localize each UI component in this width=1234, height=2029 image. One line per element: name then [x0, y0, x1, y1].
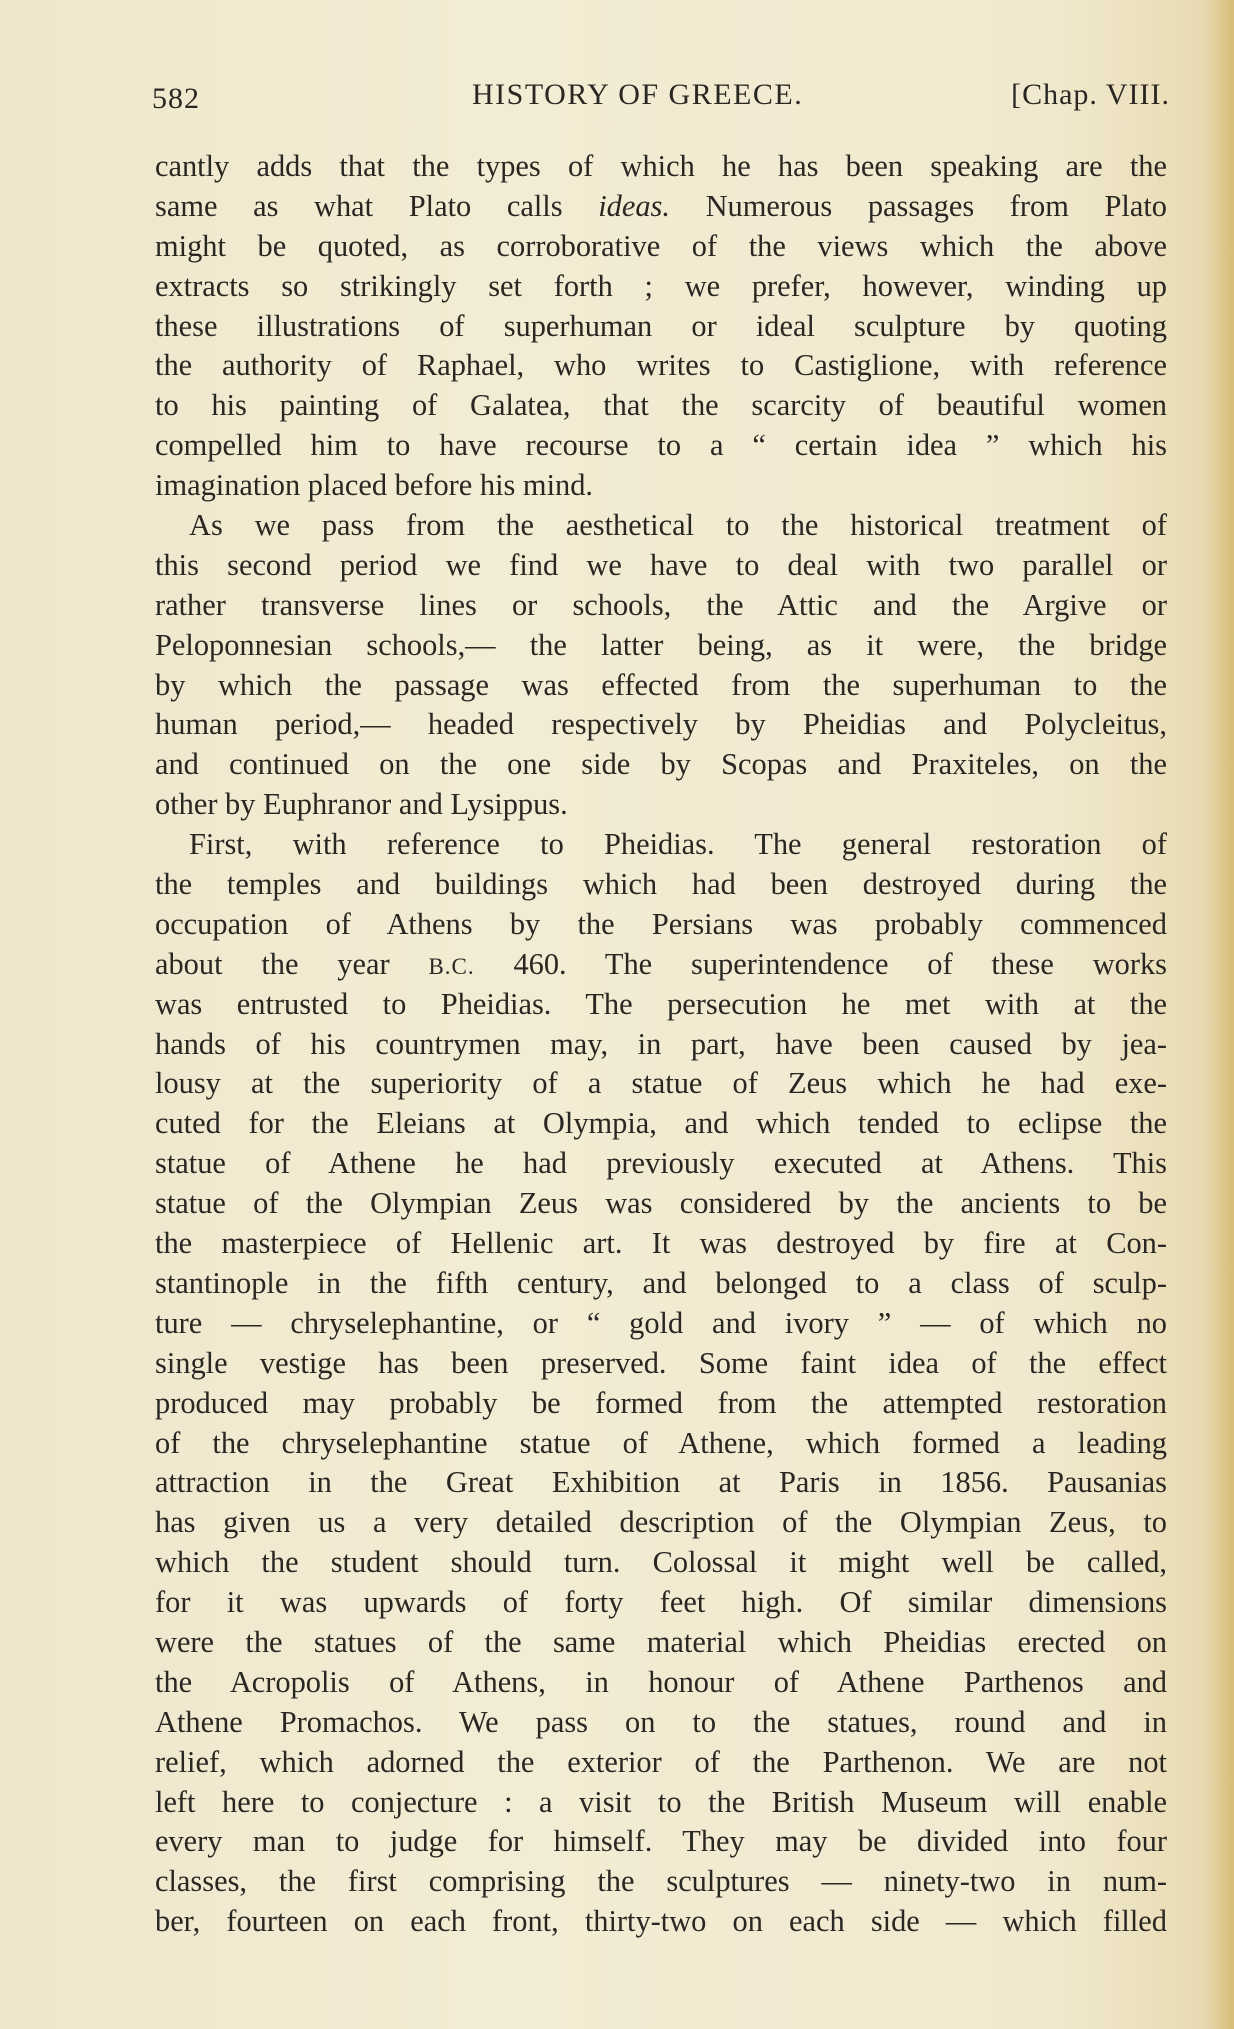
- text-line: the temples and buildings which had been destroyed during the: [155, 867, 1167, 902]
- running-title: HISTORY OF GREECE.: [472, 78, 804, 111]
- chapter-label: [Chap. VIII.: [1011, 78, 1170, 111]
- italic-term: ideas.: [598, 188, 670, 223]
- small-caps-era: B.C.: [428, 953, 475, 979]
- text-line: produced may probably be formed from the attempted restoration: [155, 1385, 1167, 1420]
- text-line: the masterpiece of Hellenic art. It was destroyed by fire at Con-: [155, 1226, 1167, 1261]
- body-text: [155, 147, 1167, 1942]
- text-line: compelled him to have recourse to a “ certain idea ” which his: [155, 428, 1167, 463]
- text-line: cuted for the Eleians at Olympia, and which tended to eclipse the: [155, 1106, 1167, 1141]
- text-line: this second period we find we have to deal with two parallel or: [155, 547, 1167, 582]
- text-line: ber, fourteen on each front, thirty-two on each side — which filled: [155, 1904, 1167, 1939]
- text-line: to his painting of Galatea, that the scarcity of beautiful women: [155, 388, 1167, 423]
- text-line: might be quoted, as corroborative of the views which the above: [155, 228, 1167, 263]
- text-line: other by Euphranor and Lysippus.: [155, 787, 568, 822]
- text-line: single vestige has been preserved. Some faint idea of the effect: [155, 1345, 1167, 1380]
- text-line: ture — chryselephantine, or “ gold and ivory ” — of which no: [155, 1305, 1167, 1340]
- text-line: the Acropolis of Athens, in honour of Athene Parthenos and: [155, 1664, 1167, 1699]
- text-line: for it was upwards of forty feet high. Of similar dimensions: [155, 1585, 1167, 1620]
- text-line: hands of his countrymen may, in part, have been caused by jea-: [155, 1026, 1167, 1061]
- text-line: statue of Athene he had previously executed at Athens. This: [155, 1146, 1167, 1181]
- text-line: left here to conjecture : a visit to the British Museum will enable: [155, 1784, 1167, 1819]
- text-line: was entrusted to Pheidias. The persecution he met with at the: [155, 986, 1167, 1021]
- text-line: statue of the Olympian Zeus was considered by the ancients to be: [155, 1186, 1167, 1221]
- text-line: relief, which adorned the exterior of the Parthenon. We are not: [155, 1744, 1167, 1779]
- text-line: every man to judge for himself. They may be divided into four: [155, 1824, 1167, 1859]
- text-line: which the student should turn. Colossal it might well be called,: [155, 1545, 1167, 1580]
- running-head: [152, 78, 1170, 122]
- text-line: Peloponnesian schools,— the latter being, as it were, the bridge: [155, 627, 1167, 662]
- text-line: and continued on the one side by Scopas and Praxiteles, on the: [155, 747, 1167, 782]
- text-line: about the year B.C. 460. The superintendence of these works: [155, 946, 1167, 981]
- text-line: extracts so strikingly set forth ; we prefer, however, winding up: [155, 268, 1167, 303]
- text-line: the authority of Raphael, who writes to Castiglione, with reference: [155, 348, 1167, 383]
- text-line: First, with reference to Pheidias. The general restoration of: [189, 827, 1167, 862]
- page-number: 582: [152, 82, 200, 115]
- text-line: attraction in the Great Exhibition at Paris in 1856. Pausanias: [155, 1465, 1167, 1500]
- text-line: by which the passage was effected from the superhuman to the: [155, 667, 1167, 702]
- text-line: stantinople in the fifth century, and belonged to a class of sculp-: [155, 1265, 1167, 1300]
- text-line: Athene Promachos. We pass on to the statues, round and in: [155, 1704, 1167, 1739]
- text-line: lousy at the superiority of a statue of Zeus which he had exe-: [155, 1066, 1167, 1101]
- text-line: same as what Plato calls ideas. Numerous passages from Plato: [155, 188, 1167, 223]
- text-line: human period,— headed respectively by Pheidias and Polycleitus,: [155, 707, 1167, 742]
- text-line: rather transverse lines or schools, the Attic and the Argive or: [155, 587, 1167, 622]
- text-line: classes, the first comprising the sculptures — ninety-two in num-: [155, 1864, 1167, 1899]
- text-line: occupation of Athens by the Persians was probably commenced: [155, 906, 1167, 941]
- text-line: these illustrations of superhuman or ideal sculpture by quoting: [155, 308, 1167, 343]
- text-line: were the statues of the same material which Pheidias erected on: [155, 1624, 1167, 1659]
- text-line: has given us a very detailed description of the Olympian Zeus, to: [155, 1505, 1167, 1540]
- text-line: of the chryselephantine statue of Athene, which formed a leading: [155, 1425, 1167, 1460]
- text-line: As we pass from the aesthetical to the historical treatment of: [189, 508, 1167, 543]
- text-line: imagination placed before his mind.: [155, 468, 594, 503]
- text-line: cantly adds that the types of which he has been speaking are the: [155, 149, 1167, 183]
